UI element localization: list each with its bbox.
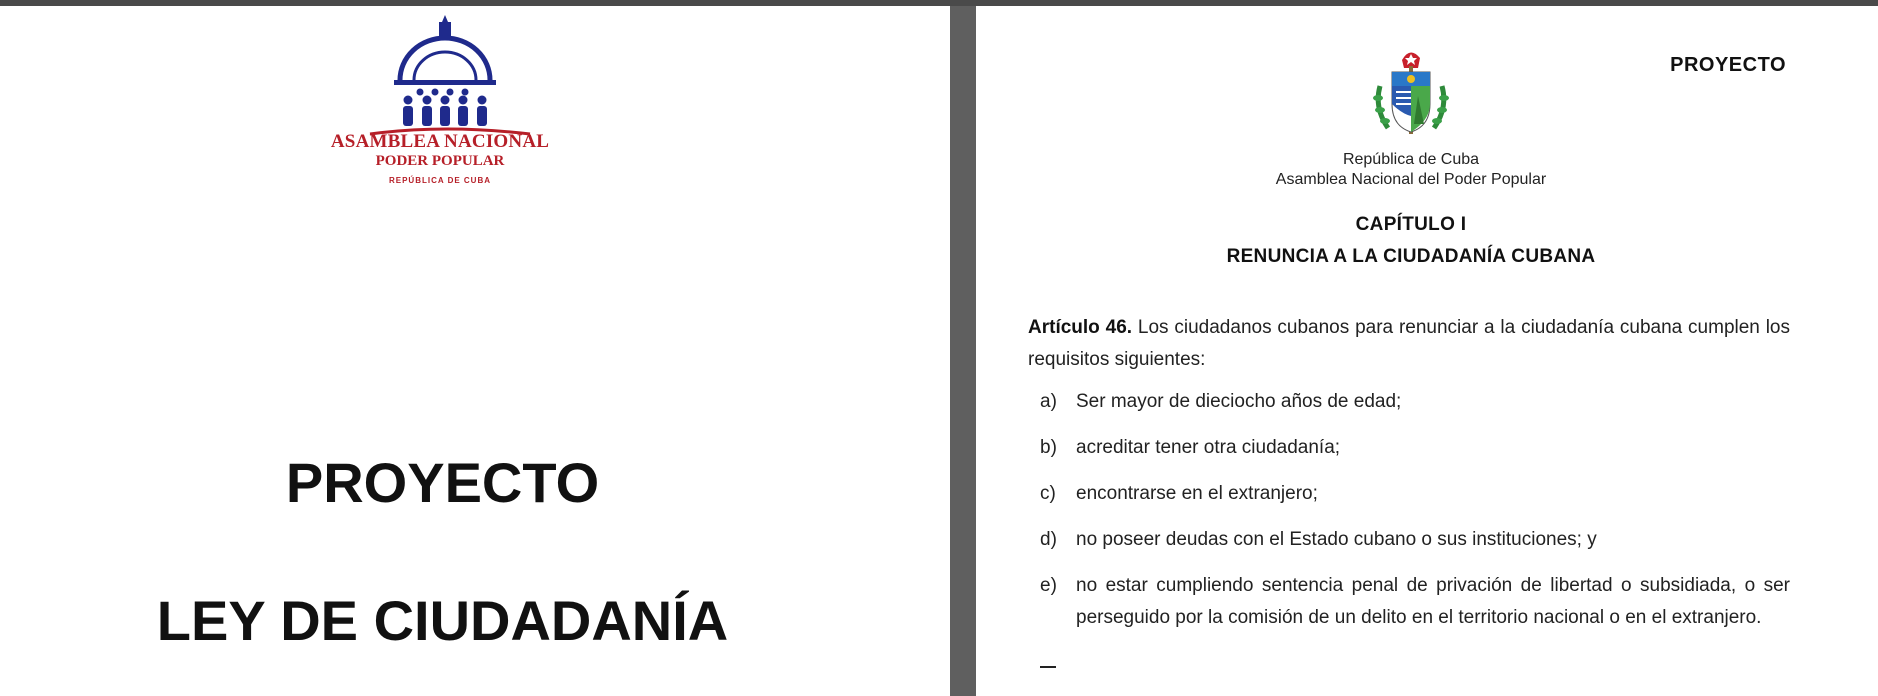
document-page-article bbox=[976, 6, 1878, 696]
list-item-text: no poseer deudas con el Estado cubano o sus instituciones; y bbox=[1076, 529, 1597, 550]
list-item bbox=[1040, 524, 1790, 556]
list-marker: e) bbox=[1040, 575, 1057, 596]
list-marker: b) bbox=[1040, 437, 1057, 458]
list-item bbox=[1040, 386, 1790, 418]
list-marker: a) bbox=[1040, 391, 1057, 412]
article-paragraph bbox=[1028, 312, 1790, 376]
institution-line: Asamblea Nacional del Poder Popular bbox=[1275, 171, 1547, 188]
emblem-name: ASAMBLEA NACIONAL bbox=[330, 131, 550, 152]
list-item bbox=[1040, 478, 1790, 510]
requirements-list bbox=[1040, 386, 1790, 648]
chapter-number: CAPÍTULO I bbox=[1355, 214, 1467, 235]
list-item-text: acreditar tener otra ciudadanía; bbox=[1076, 437, 1341, 458]
proyecto-stamp: PROYECTO bbox=[1670, 54, 1786, 76]
coat-of-arms-icon bbox=[1368, 46, 1454, 138]
chapter-title: RENUNCIA A LA CIUDADANÍA CUBANA bbox=[1226, 246, 1596, 267]
list-item-text: no estar cumpliendo sentencia penal de privación de libertad o subsidiada, o ser perseguido por la comisión de un delito en el territorio nacional o en el extranjero. bbox=[1076, 575, 1790, 628]
cover-title: LEY DE CIUDADANÍA bbox=[156, 589, 729, 652]
list-item-text: Ser mayor de dieciocho años de edad; bbox=[1076, 391, 1402, 412]
page-gutter bbox=[950, 6, 976, 696]
cover-label: PROYECTO bbox=[285, 451, 600, 514]
list-marker: d) bbox=[1040, 529, 1057, 550]
list-item-text: encontrarse en el extranjero; bbox=[1076, 483, 1318, 504]
list-item bbox=[1040, 570, 1790, 634]
article-label: Artículo 46. bbox=[1028, 317, 1133, 338]
list-marker: c) bbox=[1040, 483, 1056, 504]
list-item bbox=[1040, 432, 1790, 464]
text-cursor-dash bbox=[1040, 666, 1056, 668]
emblem-country: REPÚBLICA DE CUBA bbox=[388, 176, 492, 185]
country-line: República de Cuba bbox=[1342, 151, 1480, 168]
article-text: Los ciudadanos cubanos para renunciar a la ciudadanía cubana cumplen los requisitos siguientes: bbox=[1028, 317, 1791, 370]
document-page-cover bbox=[0, 6, 950, 696]
emblem-subname: PODER POPULAR bbox=[375, 153, 505, 169]
